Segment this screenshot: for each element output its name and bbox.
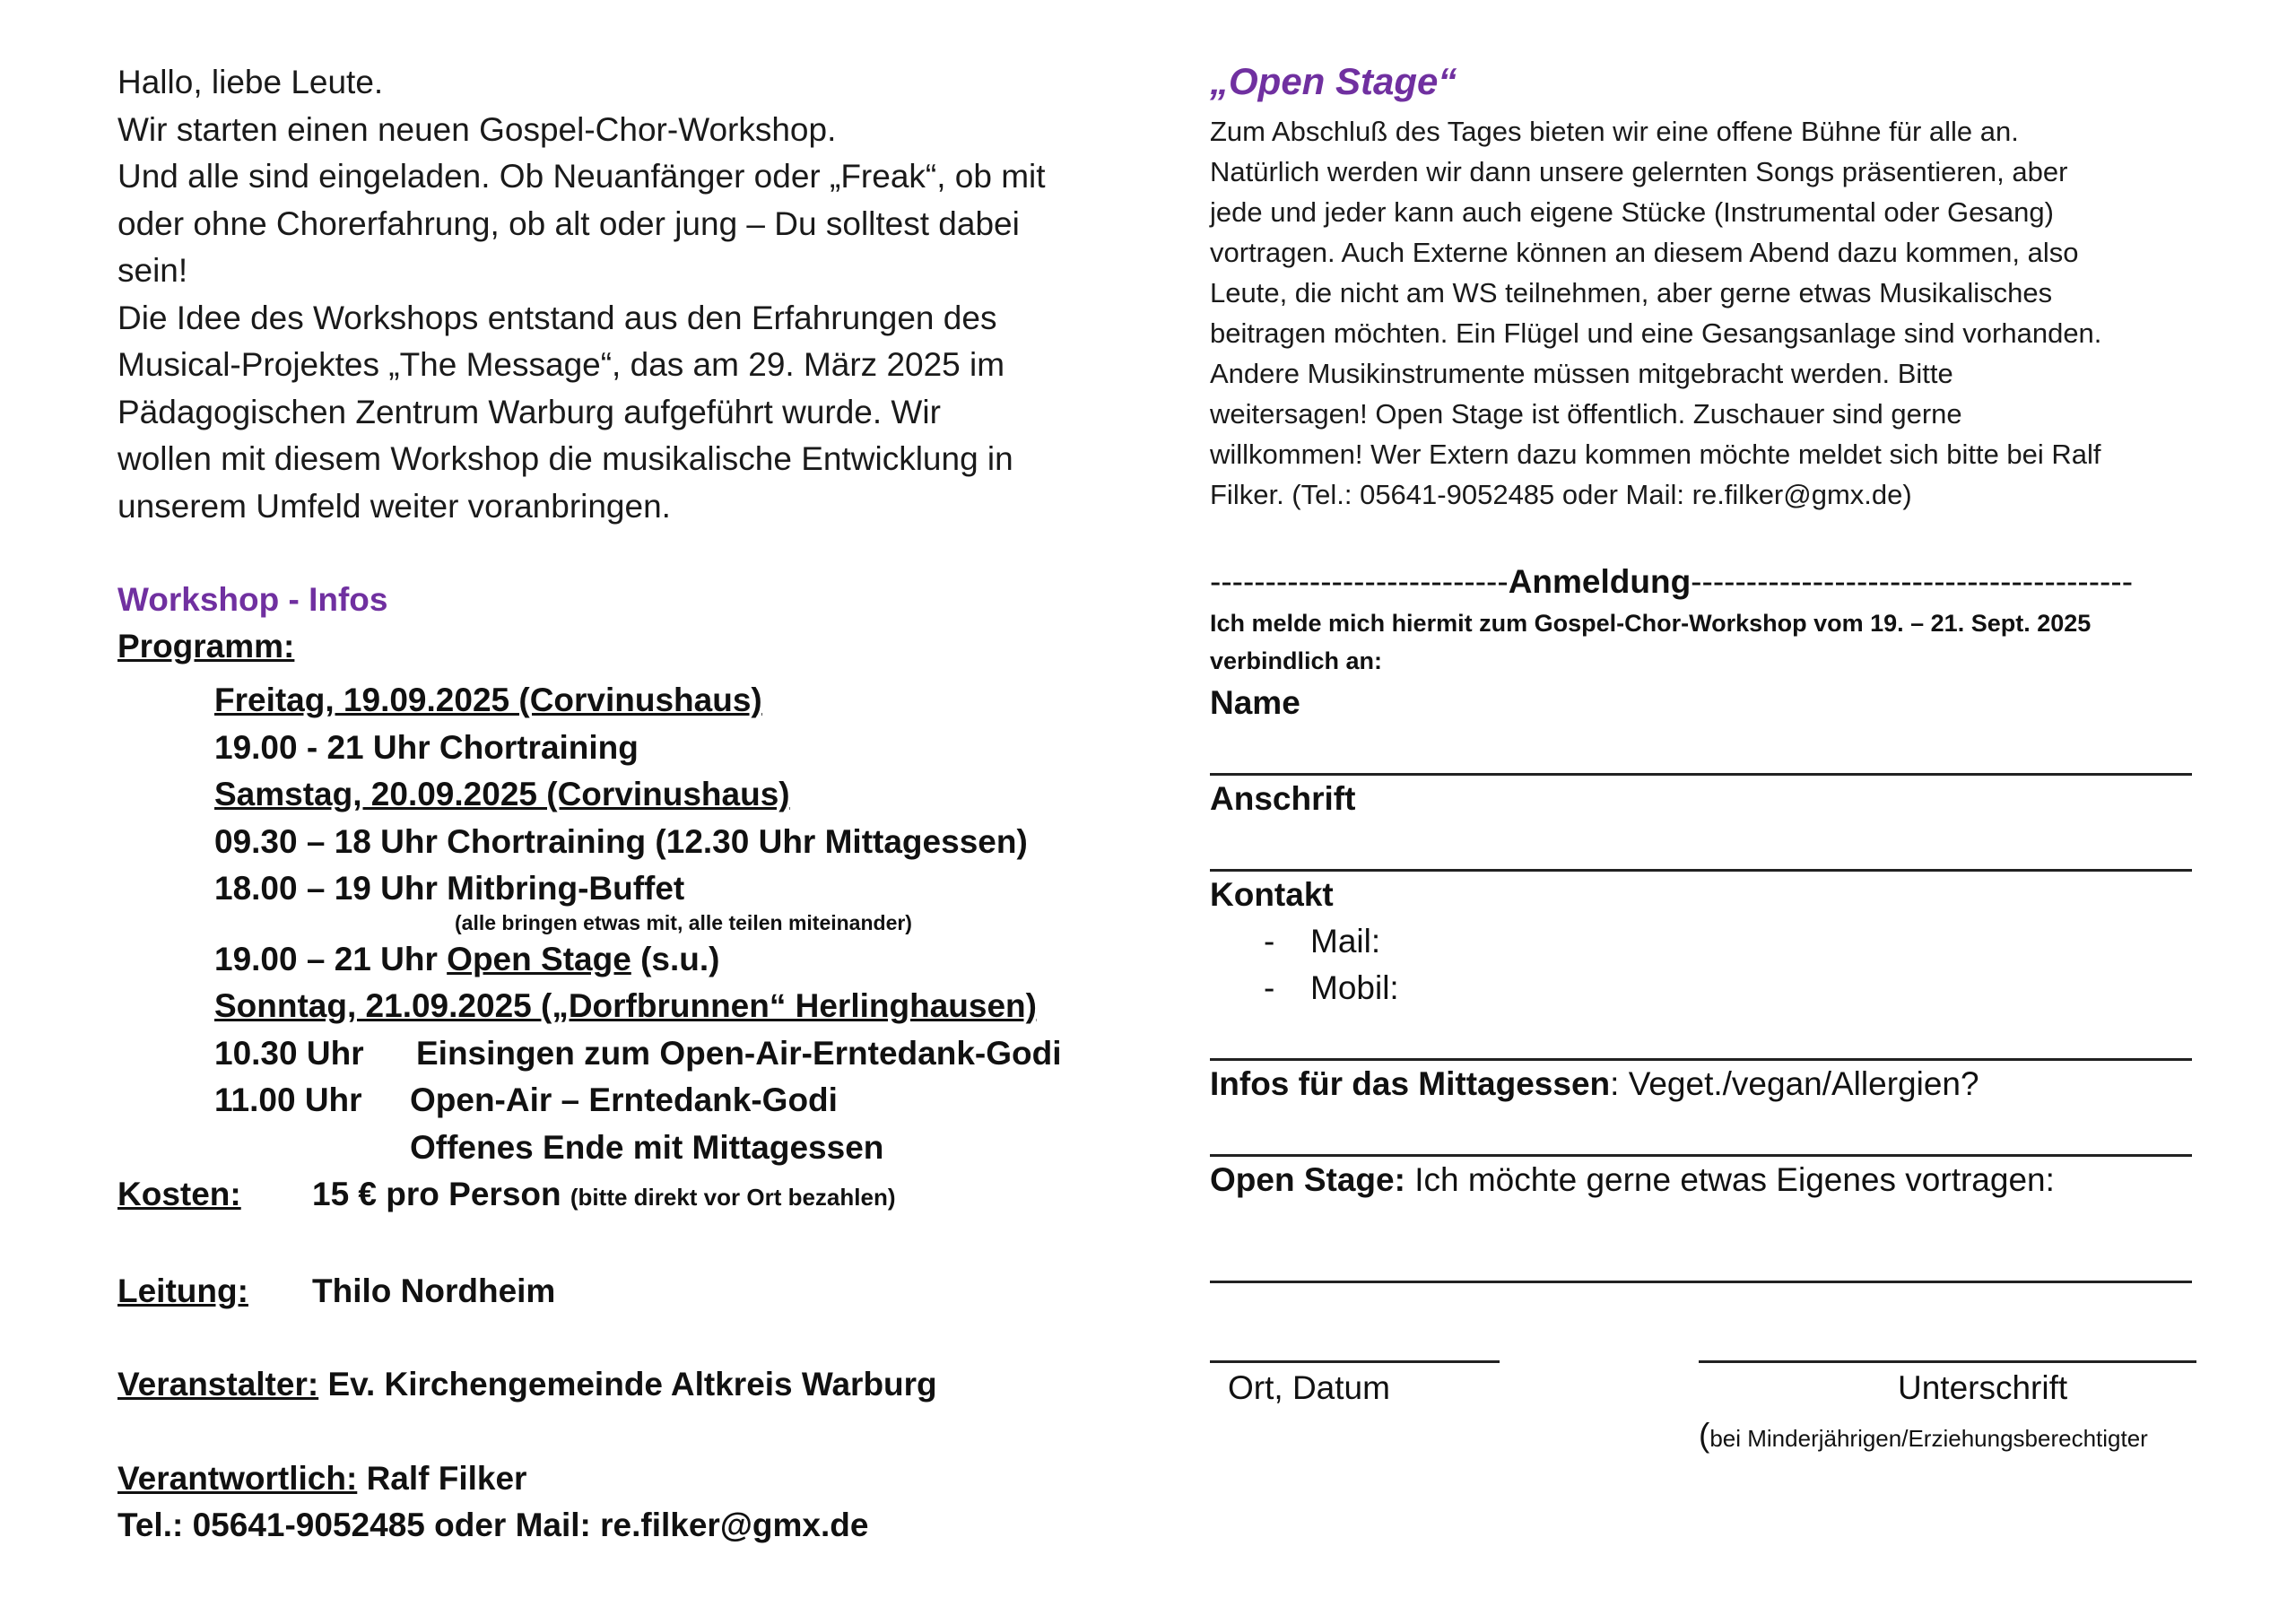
- dashes-right: ----------------------------------------: [1691, 563, 2134, 600]
- intro-line: Pädagogischen Zentrum Warburg aufgeführt wurde. Wir: [117, 393, 941, 430]
- programm-label: Programm:: [117, 628, 295, 664]
- veranstalter-label: Veranstalter:: [117, 1366, 319, 1403]
- open-stage-title: „Open Stage“: [1210, 60, 1457, 102]
- mittagessen-text: : Veget./vegan/Allergien?: [1610, 1065, 1979, 1102]
- dashes-left: ---------------------------: [1210, 563, 1509, 600]
- intro-line: Hallo, liebe Leute.: [117, 64, 384, 100]
- intro-line: Und alle sind eingeladen. Ob Neuanfänger oder „Freak“, ob mit: [117, 158, 1046, 195]
- left-column: [117, 59, 1122, 1550]
- open-stage-label: Open Stage:: [1210, 1161, 1405, 1198]
- schedule-item: 19.00 - 21 Uhr Chortraining: [214, 728, 639, 766]
- schedule-time: 11.00 Uhr: [214, 1081, 362, 1118]
- schedule-suffix: (s.u.): [640, 940, 720, 977]
- mittagessen-field-line[interactable]: [1210, 1107, 2192, 1157]
- right-column: [1210, 59, 2196, 1495]
- name-field-line[interactable]: [1210, 726, 2192, 776]
- schedule-item: [214, 936, 1122, 984]
- open-stage-form-text: Ich möchte gerne etwas Eigenes vortragen:: [1405, 1161, 2055, 1198]
- open-stage-line: jede und jeder kann auch eigene Stücke (Instrumental oder Gesang): [1210, 196, 2054, 228]
- mobil-label: Mobil:: [1310, 969, 1399, 1006]
- kosten-row: [117, 1171, 1122, 1221]
- anmeldung-intro-1: Ich melde mich hiermit zum Gospel-Chor-Workshop vom 19. – 21. Sept. 2025: [1210, 610, 2092, 637]
- friday-heading: Freitag, 19.09.2025 (Corvinushaus): [214, 682, 762, 718]
- leitung-label: Leitung:: [117, 1272, 248, 1309]
- schedule-item: [214, 1077, 1122, 1125]
- open-stage-ref: Open Stage: [447, 940, 631, 977]
- schedule-event: Einsingen zum Open-Air-Erntedank-Godi: [416, 1034, 1062, 1072]
- saturday-heading: Samstag, 20.09.2025 (Corvinushaus): [214, 776, 790, 812]
- kosten-note: (bitte direkt vor Ort bezahlen): [570, 1184, 896, 1211]
- signature-area: [1210, 1316, 2196, 1495]
- name-label: Name: [1210, 684, 1300, 721]
- bullet-dash: -: [1264, 969, 1275, 1006]
- sunday-heading: Sonntag, 21.09.2025 („Dorfbrunnen“ Herlinghausen): [214, 987, 1037, 1024]
- schedule-time: 19.00 – 21 Uhr: [214, 940, 438, 977]
- guardian-note: [1699, 1416, 2148, 1458]
- veranstalter-row: [117, 1361, 1122, 1409]
- schedule-item: 09.30 – 18 Uhr Chortraining (12.30 Uhr Mittagessen): [214, 822, 1028, 860]
- unterschrift-label: Unterschrift: [1898, 1369, 2068, 1406]
- mobil-item[interactable]: [1210, 965, 2196, 1012]
- veranstalter-value: Ev. Kirchengemeinde Altkreis Warburg: [327, 1366, 937, 1403]
- open-stage-line: vortragen. Auch Externe können an diesem Abend dazu kommen, also: [1210, 237, 2079, 268]
- verantwortlich-label: Verantwortlich:: [117, 1459, 358, 1497]
- workshop-infos-heading: Workshop - Infos: [117, 581, 388, 618]
- intro-line: Wir starten einen neuen Gospel-Chor-Workshop.: [117, 110, 837, 148]
- open-stage-line: Filker. (Tel.: 05641-9052485 oder Mail: re.filker@gmx.de): [1210, 479, 1912, 510]
- programm-schedule: [117, 677, 1122, 1171]
- buffet-note: (alle bringen etwas mit, alle teilen miteinander): [455, 910, 912, 934]
- intro-line: Die Idee des Workshops entstand aus den Erfahrungen des: [117, 299, 997, 336]
- leitung-value: Thilo Nordheim: [312, 1272, 556, 1309]
- anmeldung-divider: [1210, 560, 2201, 604]
- intro-text: [117, 59, 1122, 530]
- ort-datum-label: Ort, Datum: [1228, 1369, 1390, 1406]
- leitung-row: [117, 1268, 1122, 1316]
- contact-line: Tel.: 05641-9052485 oder Mail: re.filker@gmx.de: [117, 1507, 869, 1543]
- unterschrift-line[interactable]: [1699, 1316, 2196, 1363]
- anmeldung-title: Anmeldung: [1508, 563, 1692, 600]
- schedule-time: 10.30 Uhr: [214, 1034, 364, 1072]
- intro-line: unserem Umfeld weiter voranbringen.: [117, 487, 671, 525]
- open-stage-line: beitragen möchten. Ein Flügel und eine Gesangsanlage sind vorhanden.: [1210, 317, 2102, 349]
- verantwortlich-value: Ralf Filker: [366, 1459, 527, 1497]
- intro-line: Musical-Projektes „The Message“, das am 29. März 2025 im: [117, 346, 1005, 383]
- open-stage-field-line[interactable]: [1210, 1203, 2192, 1283]
- schedule-event: Open-Air – Erntedank-Godi: [410, 1081, 838, 1118]
- open-stage-line: Natürlich werden wir dann unsere gelernten Songs präsentieren, aber: [1210, 156, 2068, 187]
- bullet-dash: -: [1264, 923, 1275, 960]
- kosten-label: Kosten:: [117, 1176, 241, 1212]
- open-stage-line: Leute, die nicht am WS teilnehmen, aber gerne etwas Musikalisches: [1210, 277, 2053, 308]
- intro-line: oder ohne Chorerfahrung, ob alt oder jung – Du solltest dabei: [117, 204, 1020, 242]
- kontakt-field-line[interactable]: [1210, 1012, 2192, 1061]
- kontakt-label: Kontakt: [1210, 876, 1334, 913]
- anmeldung-intro-2: verbindlich an:: [1210, 647, 1383, 674]
- anschrift-field-line[interactable]: [1210, 822, 2192, 872]
- open-stage-line: Zum Abschluß des Tages bieten wir eine offene Bühne für alle an.: [1210, 116, 2019, 147]
- intro-line: wollen mit diesem Workshop die musikalische Entwicklung in: [117, 440, 1013, 477]
- mail-item[interactable]: [1210, 918, 2196, 965]
- ort-datum-line[interactable]: [1210, 1316, 1500, 1363]
- intro-line: sein!: [117, 252, 188, 289]
- open-stage-line: Andere Musikinstrumente müssen mitgebracht werden. Bitte: [1210, 358, 1953, 389]
- mittagessen-row: [1210, 1061, 2196, 1107]
- verantwortlich-row: [117, 1455, 1122, 1503]
- open-stage-text: [1210, 111, 2196, 515]
- schedule-item: Offenes Ende mit Mittagessen: [410, 1128, 884, 1166]
- mittagessen-label: Infos für das Mittagessen: [1210, 1065, 1611, 1102]
- guardian-text: bei Minderjährigen/Erziehungsberechtigter: [1709, 1425, 2148, 1452]
- open-stage-row: [1210, 1157, 2196, 1203]
- mail-label: Mail:: [1310, 923, 1381, 960]
- schedule-item: [214, 1030, 1122, 1078]
- schedule-item: 18.00 – 19 Uhr Mitbring-Buffet: [214, 870, 685, 907]
- open-stage-line: weitersagen! Open Stage ist öffentlich. Zuschauer sind gerne: [1210, 398, 1962, 430]
- kosten-value: 15 € pro Person: [312, 1176, 561, 1212]
- anschrift-label: Anschrift: [1210, 780, 1356, 817]
- guardian-paren: (: [1699, 1417, 1710, 1454]
- open-stage-line: willkommen! Wer Extern dazu kommen möchte meldet sich bitte bei Ralf: [1210, 439, 2101, 470]
